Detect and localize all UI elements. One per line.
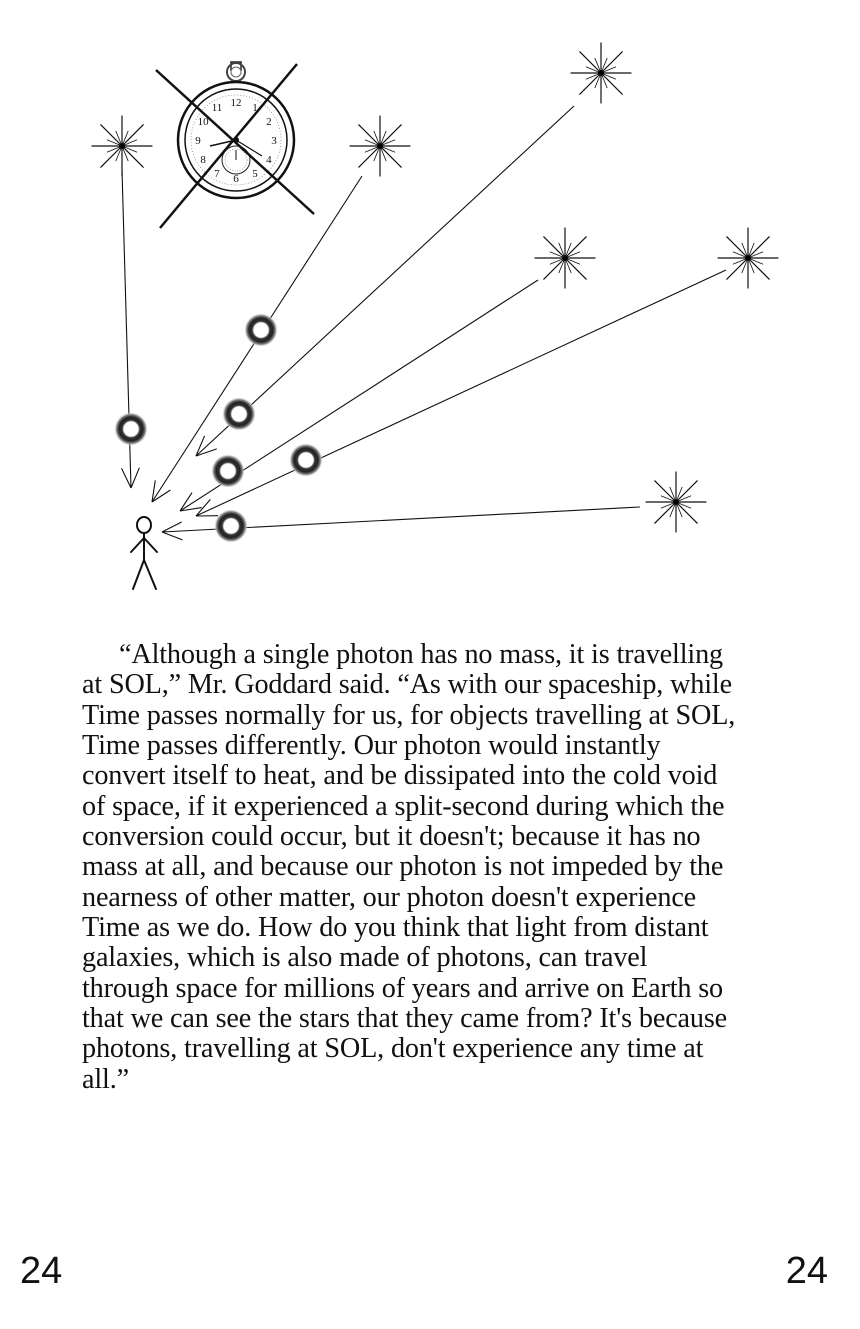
story-paragraph bbox=[82, 640, 802, 1095]
dial-number: 6 bbox=[233, 173, 239, 185]
photon-icon bbox=[289, 443, 323, 477]
star-icon bbox=[718, 228, 778, 288]
page-number-right: 24 bbox=[785, 1250, 828, 1292]
light-ray-arrow bbox=[196, 270, 726, 516]
text-line: through space for millions of years and arrive on Earth so bbox=[82, 972, 723, 1004]
photon-icon bbox=[114, 412, 148, 446]
dial-number: 7 bbox=[214, 167, 220, 180]
text-line: of space, if it experienced a split-second during which the bbox=[82, 790, 725, 822]
text-line: Time as we do. How do you think that light from distant bbox=[82, 912, 709, 944]
text-line: Time passes normally for us, for objects travelling at SOL, bbox=[82, 699, 736, 731]
star-icon bbox=[535, 228, 595, 288]
photon-icon bbox=[211, 454, 245, 488]
dial-number: 10 bbox=[197, 116, 209, 128]
photon-icon bbox=[214, 509, 248, 543]
text-line: photons, travelling at SOL, don't experience any time at bbox=[82, 1033, 704, 1065]
text-line: convert itself to heat, and be dissipated into the cold void bbox=[82, 760, 718, 792]
photon-illustration bbox=[0, 0, 860, 610]
text-line: conversion could occur, but it doesn't; because it has no bbox=[82, 821, 701, 853]
star-icon bbox=[92, 116, 152, 176]
dial-number: 4 bbox=[266, 154, 272, 166]
photons-group bbox=[114, 313, 323, 543]
star-icon bbox=[571, 43, 631, 103]
stick-figure-icon bbox=[131, 517, 157, 589]
text-line: nearness of other matter, our photon doesn't experience bbox=[82, 881, 697, 913]
photon-icon bbox=[222, 397, 256, 431]
text-line: Time passes differently. Our photon would instantly bbox=[82, 730, 661, 762]
text-line: galaxies, which is also made of photons, can travel bbox=[82, 942, 648, 974]
text-line: all.” bbox=[82, 1063, 129, 1095]
text-line: mass at all, and because our photon is not impeded by the bbox=[82, 851, 724, 883]
text-line: at SOL,” Mr. Goddard said. “As with our spaceship, while bbox=[82, 669, 732, 701]
page-number-left: 24 bbox=[20, 1250, 63, 1292]
dial-number: 9 bbox=[195, 135, 201, 147]
dial-number: 11 bbox=[211, 102, 223, 115]
text-line: that we can see the stars that they came from? It's because bbox=[82, 1003, 728, 1035]
text-line: “Although a single photon has no mass, it is travelling bbox=[119, 639, 723, 670]
dial-number: 12 bbox=[230, 97, 242, 109]
star-icon bbox=[646, 472, 706, 532]
dial-number: 3 bbox=[271, 135, 277, 147]
dial-number: 1 bbox=[252, 102, 258, 115]
crossed-out-stopwatch-icon bbox=[156, 62, 314, 228]
dial-number: 8 bbox=[200, 154, 206, 166]
dial-number: 5 bbox=[252, 167, 258, 180]
star-icon bbox=[350, 116, 410, 176]
dial-number: 2 bbox=[266, 116, 272, 128]
photon-icon bbox=[244, 313, 278, 347]
